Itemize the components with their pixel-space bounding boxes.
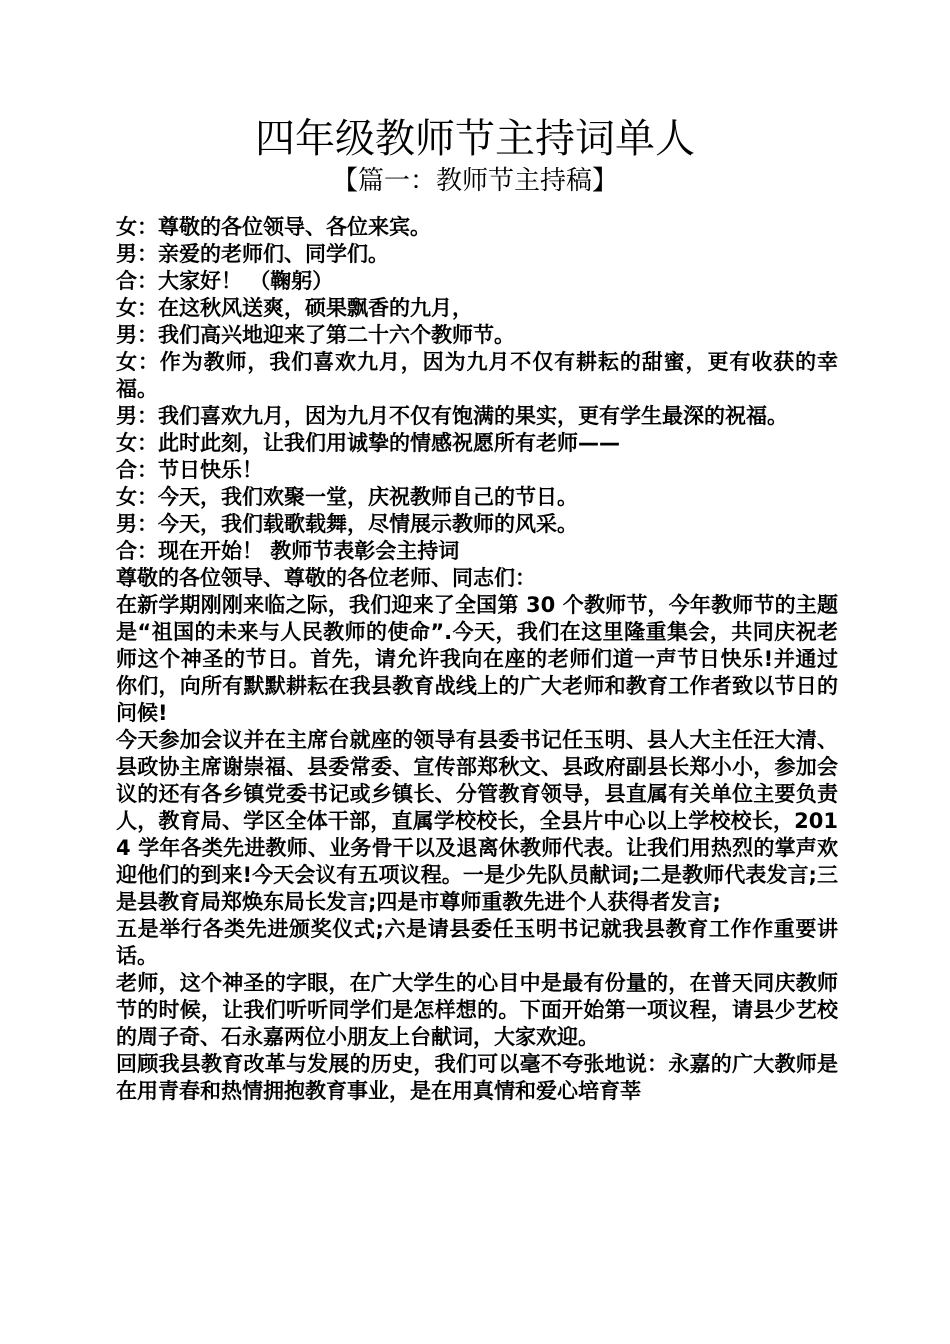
paragraph: 女：尊敬的各位领导、各位来宾。: [116, 215, 431, 239]
paragraph: 五是举行各类先进颁奖仪式;六是请县委任玉明书记就我县教育工作作重要讲话。: [116, 917, 838, 968]
document-subtitle: 【篇一：教师节主持稿】: [331, 166, 618, 196]
paragraph: 男：我们高兴地迎来了第二十六个教师节。: [116, 323, 515, 347]
paragraph: 女：此时此刻，让我们用诚挚的情感祝愿所有老师——: [116, 431, 620, 455]
paragraph: 男：亲爱的老师们、同学们。: [116, 242, 389, 266]
paragraph: 男：今天，我们载歌载舞，尽情展示教师的风采。: [116, 512, 578, 536]
paragraph: 尊敬的各位领导、尊敬的各位老师、同志们：: [116, 566, 536, 590]
paragraph: 合：大家好！ （鞠躬）: [116, 269, 334, 293]
paragraph: 回顾我县教育改革与发展的历史，我们可以毫不夸张地说：永嘉的广大教师是在用青春和热情拥抱教育事业，是在用真情和爱心培育莘: [116, 1052, 838, 1103]
paragraph: 合：现在开始！ 教师节表彰会主持词: [116, 539, 460, 563]
paragraph: 女：作为教师，我们喜欢九月，因为九月不仅有耕耘的甜蜜，更有收获的幸福。: [116, 350, 838, 401]
paragraph: 女：今天，我们欢聚一堂，庆祝教师自己的节日。: [116, 485, 578, 509]
paragraph: 男：我们喜欢九月，因为九月不仅有饱满的果实，更有学生最深的祝福。: [116, 404, 788, 428]
paragraph: 老师，这个神圣的字眼，在广大学生的心目中是最有份量的，在普天同庆教师节的时候，让我们听听同学们是怎样想的。下面开始第一项议程，请县少艺校的周子奇、石永嘉两位小朋友上台献词，大家欢迎。: [116, 971, 838, 1049]
paragraph: 今天参加会议并在主席台就座的领导有县委书记任玉明、县人大主任汪大清、县政协主席谢崇福、县委常委、宣传部郑秋文、县政府副县长郑小小，参加会议的还有各乡镇党委书记或乡镇长、分管教育领导，县直属有关单位主要负责人，教育局、学区全体干部，直属学校校长，全县片中心以上学校校长，2014 学年各类先进教师、业务骨干以及退离休教师代表。让我们用热烈的掌声欢迎他们的到来!今天会议有五项议程。一是少先队员献词;二是教师代表发言;三是县教育局郑焕东局长发言;四是市尊师重教先进个人获得者发言;: [116, 728, 838, 914]
paragraph: 在新学期刚刚来临之际，我们迎来了全国第 30 个教师节，今年教师节的主题是“祖国的未来与人民教师的使命”.今天，我们在这里隆重集会，共同庆祝老师这个神圣的节日。首先，请允许我向在座的老师们道一声节日快乐!并通过你们，向所有默默耕耘在我县教育战线上的广大老师和教育工作者致以节日的问候!: [116, 593, 838, 725]
document-body: [116, 214, 838, 1105]
paragraph: 合：节日快乐！: [116, 458, 263, 482]
paragraph: 女：在这秋风送爽，硕果飘香的九月，: [116, 296, 473, 320]
document-title: 四年级教师节主持词单人: [255, 116, 695, 162]
